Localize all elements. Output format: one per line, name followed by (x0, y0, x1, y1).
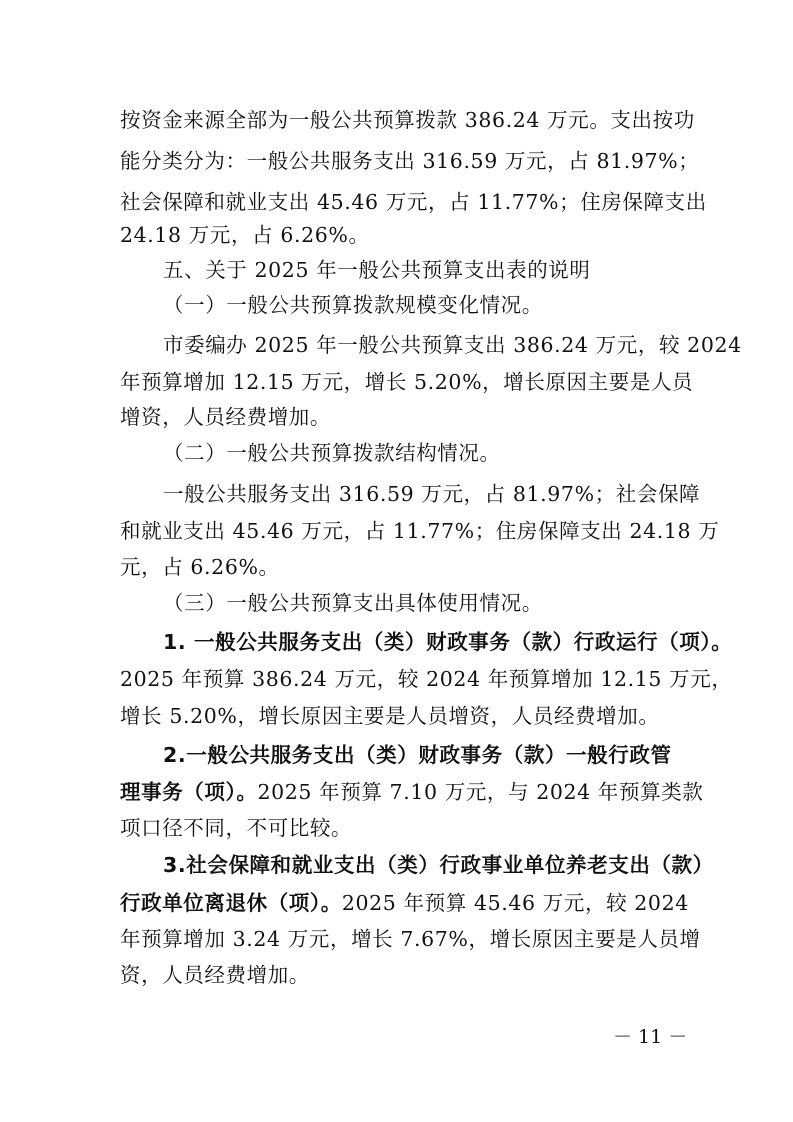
paragraph-line: 社会保障和就业支出 45.46 万元，占 11.77%；住房保障支出 (120, 190, 707, 214)
paragraph-line: 年预算增加 3.24 万元，增长 7.67%，增长原因主要是人员增 (120, 927, 701, 951)
paragraph-line (120, 782, 703, 803)
paragraph-line: 一般公共服务支出 316.59 万元，占 81.97%；社会保障 (163, 482, 701, 506)
item-heading-continued: 理事务（项）。 (120, 780, 258, 804)
paragraph-line: 资，人员经费增加。 (120, 963, 310, 987)
paragraph-line: 增资，人员经费增加。 (120, 405, 331, 429)
paragraph-line: 项口径不同，不可比较。 (120, 816, 353, 840)
paragraph-line: 市委编办 2025 年一般公共预算支出 386.24 万元，较 2024 (163, 333, 742, 357)
item-text: 2025 年预算 7.10 万元，与 2024 年预算类款 (257, 780, 704, 804)
subsection-title: （一）一般公共预算拨款规模变化情况。 (163, 293, 543, 317)
paragraph-line: 和就业支出 45.46 万元，占 11.77%；住房保障支出 24.18 万 (120, 519, 720, 543)
section-heading: 五、关于 2025 年一般公共预算支出表的说明 (163, 258, 591, 282)
paragraph-line: 年预算增加 12.15 万元，增长 5.20%，增长原因主要是人员 (120, 370, 694, 394)
paragraph-line: 24.18 万元，占 6.26%。 (120, 223, 370, 247)
paragraph-line: 2025 年预算 386.24 万元，较 2024 年预算增加 12.15 万元， (120, 667, 733, 691)
paragraph-line (120, 893, 689, 914)
paragraph-line: 增长 5.20%，增长原因主要是人员增资，人员经费增加。 (120, 704, 660, 728)
item-heading-continued: 行政单位离退休（项）。 (120, 891, 342, 915)
subsection-title: （二）一般公共预算拨款结构情况。 (163, 441, 501, 465)
paragraph-line: 元，占 6.26%。 (120, 555, 280, 579)
item-heading: 3.社会保障和就业支出（类）行政事业单位养老支出（款） (163, 853, 714, 877)
paragraph-line: 按资金来源全部为一般公共预算拨款 386.24 万元。支出按功 (120, 108, 695, 132)
item-text: 2025 年预算 45.46 万元，较 2024 (341, 891, 689, 915)
paragraph-line: 能分类分为：一般公共服务支出 316.59 万元，占 81.97%； (120, 149, 700, 173)
item-heading: 1. 一般公共服务支出（类）财政事务（款）行政运行（项）。 (163, 630, 733, 654)
subsection-title: （三）一般公共预算支出具体使用情况。 (163, 591, 543, 615)
item-heading: 2.一般公共服务支出（类）财政事务（款）一般行政管 (163, 743, 672, 767)
page-number: － 11 － (613, 1026, 688, 1048)
